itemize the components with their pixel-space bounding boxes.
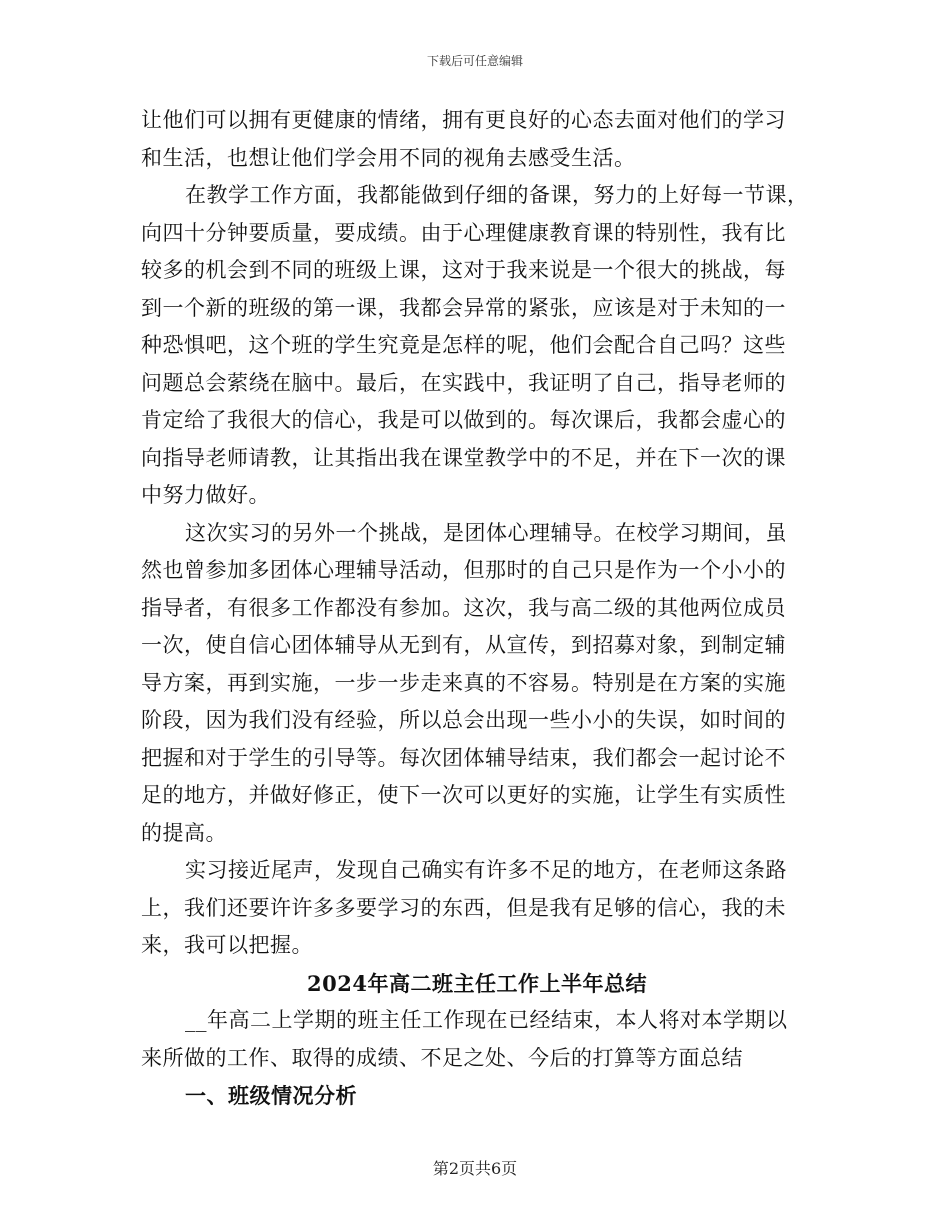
text-line: 的提高。 — [141, 820, 227, 845]
text-line: 阶段，因为我们没有经验，所以总会出现一些小小的失误，如时间的 — [141, 708, 786, 732]
subsection-heading: 一、班级情况分析 — [185, 1083, 357, 1108]
paragraph-start: 这次实习的另外一个挑战，是团体心理辅导。在校学习期间，虽 — [185, 520, 787, 545]
text-line: 把握和对于学生的引导等。每次团体辅导结束，我们都会一起讨论不 — [141, 745, 786, 770]
text-line: 然也曾参加多团体心理辅导活动，但那时的自己只是作为一个小小的 — [141, 558, 786, 582]
text-line: 上，我们还要许许多多要学习的东西，但是我有足够的信心，我的未 — [141, 895, 786, 920]
text-line: 向指导老师请教，让其指出我在课堂教学中的不足，并在下一次的课 — [141, 445, 786, 470]
text-line: 导方案，再到实施，一步一步走来真的不容易。特别是在方案的实施 — [141, 670, 786, 695]
text-line: 让他们可以拥有更健康的情绪，拥有更良好的心态去面对他们的学习 — [141, 108, 786, 132]
page-number: 第2页共6页 — [432, 1159, 518, 1178]
text-line: 来所做的工作、取得的成绩、不足之处、今后的打算等方面总结 — [141, 1045, 743, 1070]
text-line: 指导者，有很多工作都没有参加。这次，我与高二级的其他两位成员 — [141, 595, 786, 620]
page-header: 下载后可任意编辑 — [426, 54, 523, 68]
text-line: 向四十分钟要质量，要成绩。由于心理健康教育课的特别性，我有比 — [141, 220, 786, 245]
section-title: 2024年高二班主任工作上半年总结 — [307, 970, 647, 996]
text-line: 中努力做好。 — [141, 483, 270, 507]
paragraph-start: __年高二上学期的班主任工作现在已经结束，本人将对本学期以 — [185, 1008, 788, 1032]
paragraph-start: 在教学工作方面，我都能做到仔细的备课，努力的上好每一节课， — [185, 183, 809, 207]
text-line: 到一个新的班级的第一课，我都会异常的紧张，应该是对于未知的一 — [141, 295, 786, 320]
text-line: 较多的机会到不同的班级上课，这对于我来说是一个很大的挑战，每 — [141, 258, 786, 282]
text-line: 问题总会萦绕在脑中。最后，在实践中，我证明了自己，指导老师的 — [141, 370, 786, 395]
text-line: 来，我可以把握。 — [141, 933, 313, 957]
document-body — [141, 102, 813, 1115]
text-line: 一次，使自信心团体辅导从无到有，从宣传，到招募对象，到制定辅 — [141, 633, 786, 657]
text-line: 足的地方，并做好修正，使下一次可以更好的实施，让学生有实质性 — [141, 783, 786, 807]
text-line: 肯定给了我很大的信心，我是可以做到的。每次课后，我都会虚心的 — [141, 408, 786, 432]
text-line: 和生活，也想让他们学会用不同的视角去感受生活。 — [141, 145, 636, 170]
paragraph-start: 实习接近尾声，发现自己确实有许多不足的地方，在老师这条路 — [185, 858, 787, 882]
text-line: 种恐惧吧，这个班的学生究竟是怎样的呢，他们会配合自己吗？这些 — [141, 333, 786, 357]
